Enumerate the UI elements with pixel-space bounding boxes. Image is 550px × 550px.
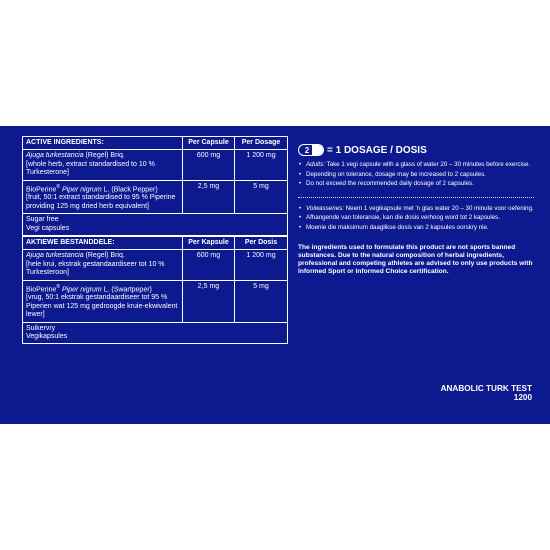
english-ingredients-table xyxy=(22,136,288,236)
column-header-per-dosage: Per Dosage xyxy=(235,137,288,150)
capsule-count: 2 xyxy=(304,145,310,155)
supplement-label-panel xyxy=(0,126,550,424)
ingredient-name: Piper nigrum xyxy=(62,185,102,193)
list-item: • Afhangende van toleransie, kan die dosis verhoog word tot 2 kapsules. xyxy=(306,214,534,222)
table-notes xyxy=(23,214,288,236)
product-name xyxy=(441,384,532,402)
per-dosage-value: 5 mg xyxy=(235,280,288,322)
ingredient-cell xyxy=(23,280,183,322)
list-item xyxy=(306,205,534,213)
ingredient-name: Piper nigrum xyxy=(62,285,102,293)
ingredient-name-rest: L. (Black Pepper) xyxy=(101,185,158,193)
afrikaans-ingredients-table xyxy=(22,236,288,344)
direction-lead: Volwassenes: xyxy=(306,204,344,212)
dosage-column xyxy=(298,144,534,276)
ingredient-detail: [vrug, 50:1 ekstrak gestandaardiseer tot 95 % Piperien wat 125 mg gedroogde kruie-ekwivalent lewer] xyxy=(26,294,178,319)
per-capsule-value: 600 mg xyxy=(183,150,235,180)
note-sugar-free: Sugar free xyxy=(26,216,59,224)
ingredient-detail: [fruit, 50:1 extract standardised to 95 % Piperine providing 125 mg dried herb equivalent] xyxy=(26,194,176,210)
list-item: • Do not exceed the recommended daily dosage of 2 capsules. xyxy=(306,180,534,188)
table-notes-row xyxy=(23,214,288,236)
direction-text: Neem 1 vegikapsule met 'n glas water 20 – 30 minute voor oefening. xyxy=(343,204,534,212)
ingredient-cell xyxy=(23,180,183,214)
direction-lead: Adults: xyxy=(306,161,325,168)
ingredient-name-rest: (Regel) Briq. xyxy=(83,252,125,260)
column-header-per-capsule: Per Kapsule xyxy=(183,236,235,249)
note-vegi-capsules: Vegikapsules xyxy=(26,332,68,340)
note-vegi-capsules: Vegi capsules xyxy=(26,224,70,232)
per-dosage-value: 1 200 mg xyxy=(235,250,288,280)
table-row xyxy=(23,250,288,280)
product-name-line1: ANABOLIC TURK TEST xyxy=(440,384,532,393)
registered-mark: ® xyxy=(56,283,61,290)
column-header-ingredients: AKTIEWE BESTANDDELE: xyxy=(23,236,183,249)
ingredient-cell xyxy=(23,250,183,280)
capsule-icon xyxy=(298,144,324,156)
ingredient-brand: BioPerine xyxy=(26,285,57,293)
column-header-per-capsule: Per Capsule xyxy=(183,137,235,150)
dosage-heading xyxy=(298,144,534,156)
ingredient-detail: [hele krui, ekstrak gestandaardiseer tot 10 % Turkesteroon] xyxy=(26,260,165,277)
product-name-line2: 1200 xyxy=(513,393,532,402)
registered-mark: ® xyxy=(56,183,61,190)
ingredient-name-rest: (Regel) Briq. xyxy=(83,152,125,160)
table-notes xyxy=(23,322,288,344)
ingredient-name: Ajuga turkestancia xyxy=(26,252,84,260)
ingredient-brand: BioPerine xyxy=(26,185,57,193)
per-capsule-value: 600 mg xyxy=(183,250,235,280)
english-directions xyxy=(298,161,534,188)
afrikaans-directions xyxy=(298,205,534,232)
column-header-ingredients: ACTIVE INGREDIENTS: xyxy=(23,137,183,150)
ingredient-cell xyxy=(23,150,183,180)
dosage-title: = 1 DOSAGE / DOSIS xyxy=(327,144,427,156)
direction-text: Take 1 vegi capsule with a glass of water 20 – 30 minutes before exercise. xyxy=(324,161,531,168)
list-item xyxy=(306,161,534,169)
note-sugar-free: Suikervry xyxy=(26,324,56,332)
table-row xyxy=(23,280,288,322)
table-header-row xyxy=(23,236,288,249)
per-dosage-value: 1 200 mg xyxy=(235,150,288,180)
per-dosage-value: 5 mg xyxy=(235,180,288,214)
list-item: • Depending on tolerance, dosage may be increased to 2 capsules. xyxy=(306,171,534,179)
column-header-per-dosage: Per Dosis xyxy=(235,236,288,249)
ingredient-tables xyxy=(22,136,287,344)
per-capsule-value: 2,5 mg xyxy=(183,280,235,322)
table-row xyxy=(23,180,288,214)
table-notes-row xyxy=(23,322,288,344)
list-item: • Moenie die maksimum daaglikse dosis van 2 kapsules oorskry nie. xyxy=(306,224,534,232)
ingredient-name-rest: L. (Swartpeper) xyxy=(101,285,152,293)
table-header-row xyxy=(23,137,288,150)
section-divider xyxy=(298,197,534,198)
per-capsule-value: 2,5 mg xyxy=(183,180,235,214)
ingredient-detail: [whole herb, extract standardised to 10 % Turkesterone] xyxy=(26,160,155,177)
athlete-warning: The ingredients used to formulate this product are not sports banned substances. Due to the natural composition of herbal ingredients, professional and competing athletes are advised to only use products with Informed Sport or Informed Choice certification. xyxy=(298,243,533,275)
ingredient-name: Ajuga turkestancia xyxy=(26,152,84,160)
table-row xyxy=(23,150,288,180)
